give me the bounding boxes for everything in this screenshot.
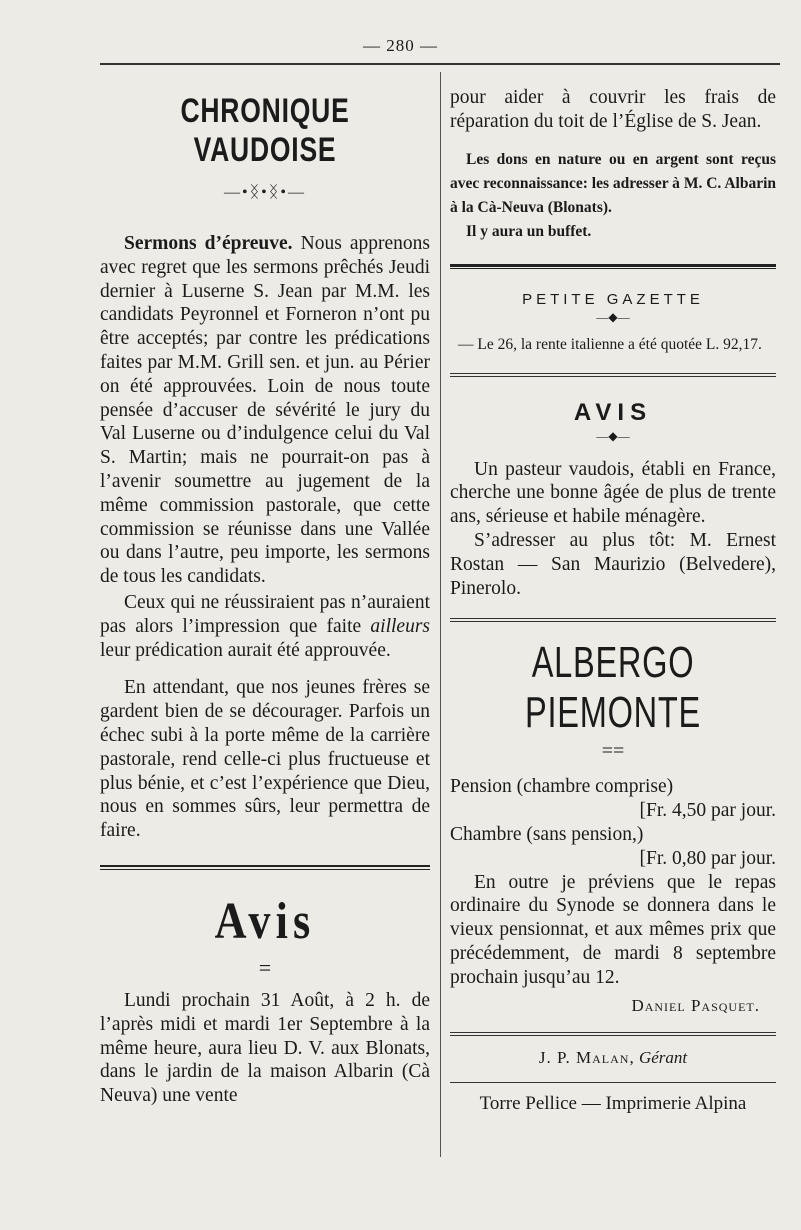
chambre-line: Chambre (sans pension,) [450,823,644,845]
avis-ornament: —◆— [596,428,630,443]
page-number: — 280 — [363,36,438,55]
gerant-line [450,1048,776,1068]
footer-rule [450,1082,776,1083]
section-rule [450,264,776,269]
section-rule [450,373,776,377]
pension-price: [Fr. 4,50 par jour. [639,800,776,822]
avis-title: Avis [214,892,316,950]
chambre-price: [Fr. 0,80 par jour. [639,847,776,869]
sermons-paragraph [100,232,430,589]
avis-body: Lundi prochain 31 Août, à 2 h. de l’après midi et mardi 1er Septembre à la même heure, aura lieu D. V. aux Blonats, dans le jardin de la maison Albarin (Cà Neuva) une vente [100,989,430,1107]
column-divider [440,72,441,1157]
pension-line: Pension (chambre comprise) [450,776,674,798]
albergo-prices [450,775,776,870]
paragraph-3: En attendant, que nos jeunes frères se gardent bien de se décourager. Parfois un échec subi à la porte même de la carrière pastorale, rend celle-ci plus fructueuse et plus bénie, et c’est l’expérience que Dieu, nous en sommes sûrs, leur permettra de faire. [100,677,430,842]
paragraph-2 [100,591,430,662]
imprimerie-line: Torre Pellice — Imprimerie Alpina [479,1092,747,1114]
gazette-title: PETITE GAZETTE [522,290,704,308]
signature: Daniel Pasquet. [631,995,760,1015]
para2-after: leur prédication aurait été approuvée. [100,639,391,661]
chronique-title: CHRONIQUE VAUDOISE [180,92,350,169]
sermons-heading: Sermons d’épreuve. [124,233,293,254]
buffet-note: Il y aura un buffet. [466,222,592,240]
section-rule [450,1032,776,1036]
albergo-title: ALBERGO PIEMONTE [525,638,701,738]
right-column [450,86,776,1115]
gerant-role: Gérant [638,1047,688,1067]
ornament-divider: —•ᛝ•ᛝ•— [223,184,306,201]
dons-note: Les dons en nature ou en argent sont reçus avec reconnaissance: les adresser à M. C. Albarin à la Cà-Neuva (Blonats). [450,150,776,216]
albergo-body: En outre je préviens que le repas ordinaire du Synode se donnera dans le vieux pensionnat, et aux mêmes prix que précédemment, de mardi 8 septembre prochain jusqu’au 12. [450,871,776,988]
top-rule [100,63,780,65]
avis-separator: = [258,954,272,980]
section-rule [100,865,430,870]
avis-address: S’adresser au plus tôt: M. Ernest Rostan — San Maurizio (Belvedere), Pinerolo. [450,529,776,599]
left-column [100,90,430,1108]
section-rule [450,618,776,622]
albergo-separator: == [601,740,625,763]
para2-italic: ailleurs [370,615,431,637]
gerant-name: J. P. Malan, [538,1047,635,1067]
avis-body: Un pasteur vaudois, établi en France, cherche une bonne âgée de plus de trente ans, sérieuse et habile ménagère. [450,458,776,528]
sermons-body: Nous apprenons avec regret que les sermons prêchés Jeudi dernier à Luserne S. Jean par M.M. les candidats Peyronnel et Forneron n’ont pu être acceptés; par contre les prédications faites par M.M. Grill sen. et jun. au Périer on été approuvées. Loin de nous toute pensée d’accuser de sévérité le jury du Val Luserne ou d’indulgence celui du Val S. Martin; mais ne pourrait-on pas à l’avenir soumettre au jugement de la même commission pastorale, que cette commission se réunisse dans une Vallée ou dans l’autre, peu importe, les sermons de tous les candidats. [100,233,430,588]
para2-before: Ceux qui ne réussiraient pas n’auraient pas alors l’impression que faite [100,591,430,637]
continuation-text: pour aider à couvrir les frais de réparation du toit de l’Église de S. Jean. [450,87,776,132]
gazette-body: — Le 26, la rente italienne a été quotée L. 92,17. [458,335,762,353]
avis-heading: AVIS [573,398,653,426]
gazette-ornament: —◆— [596,309,630,324]
